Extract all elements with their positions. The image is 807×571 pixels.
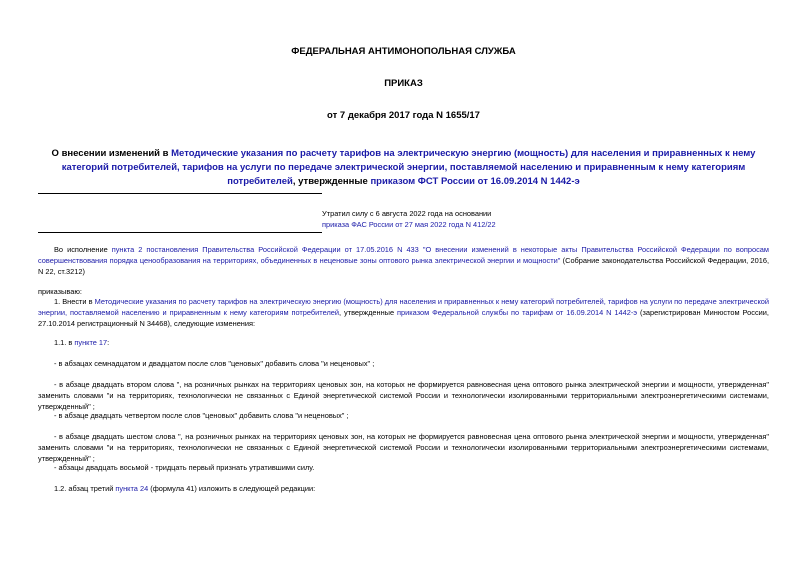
item-1-1-prefix: 1.1. в — [54, 338, 75, 347]
preamble-suffix: (Собрание законодательства Российской Федерации, 2016, N 22, ст.3212) — [38, 256, 769, 276]
divider-bottom — [38, 232, 322, 233]
item-1-2-suffix: (формула 41) изложить в следующей редакции: — [148, 484, 316, 493]
validity-note — [322, 208, 522, 230]
fas-order-link[interactable]: приказа ФАС России от 27 мая 2022 года N 412/22 — [322, 220, 496, 229]
doc-type-heading: ПРИКАЗ — [384, 78, 423, 89]
methodical-instructions-link-2[interactable]: Методические указания по расчету тарифов на электрическую энергию (мощность) для населения и приравненных к нему категорий потребителей, тарифов на услуги по передаче электрической энергии, поставляемой населению и приравненным к нему категориям потребителей — [38, 297, 769, 317]
document-title — [38, 147, 769, 189]
item-1-middle: , утвержденные — [339, 308, 398, 317]
paragraph-change-1: - в абзацах семнадцатом и двадцатом после слов "ценовых" добавить слова "и неценовых" ; — [54, 359, 375, 368]
validity-note-text: Утратил силу с 6 августа 2022 года на основании — [322, 209, 492, 218]
item-1-2-prefix: 1.2. абзац третий — [54, 484, 116, 493]
methodical-instructions-link[interactable]: Методические указания по расчету тарифов на электрическую энергию (мощность) для населения и приравненных к нему категорий потребителей, тарифов на услуги по передаче электрической энергии, поставляемой населению и приравненным к нему категориям потребителей — [61, 148, 756, 187]
paragraph-item-1-2 — [54, 483, 769, 494]
item-1-1-suffix: : — [107, 338, 110, 347]
item-1-suffix: (зарегистрирован Минюстом России, 27.10.2014 регистрационный N 34468), следующие изменения: — [38, 308, 769, 328]
fts-order-link[interactable]: приказом Федеральной службы по тарифам от 16.09.2014 N 1442-э — [397, 308, 638, 317]
paragraph-item-1-1 — [54, 337, 769, 348]
paragraph-change-4: - в абзаце двадцать шестом слова ", на розничных рынках на территориях ценовых зон, на которых не формируется равновесная цена оптового рынка электрической энергии и мощности, утвержденная" заменить словами "и на территориях, технологически не связанных с Единой энергетической системой России и технологически изолированными территориальными электроэнергетическими системами, утвержденный" ; — [38, 432, 769, 463]
clause-24-link[interactable]: пункта 24 — [115, 484, 149, 493]
date-number-heading: от 7 декабря 2017 года N 1655/17 — [327, 110, 480, 121]
title-prefix: О внесении изменений в — [51, 148, 172, 159]
divider-top — [38, 193, 322, 194]
paragraph-preamble — [38, 244, 769, 277]
government-decree-link[interactable]: пункта 2 постановления Правительства Российской Федерации от 17.05.2016 N 433 "О внесении изменений в некоторые акты Правительства Российской Федерации по вопросам совершенствования порядка ценообразования на территориях, объединенных в неценовые зоны оптового рынка электрической энергии и мощности" — [38, 245, 769, 265]
paragraph-order-word: приказываю: — [38, 287, 82, 296]
paragraph-change-5: - абзацы двадцать восьмой - тридцать первый признать утратившими силу. — [54, 463, 315, 472]
paragraph-item-1 — [38, 296, 769, 329]
paragraph-change-3: - в абзаце двадцать четвертом после слов "ценовых" добавить слова "и неценовых" ; — [54, 411, 349, 420]
fst-order-link[interactable]: приказом ФСТ России от 16.09.2014 N 1442-э — [370, 176, 580, 187]
title-middle: , утвержденные — [292, 176, 371, 187]
item-1-prefix: 1. Внести в — [54, 297, 95, 306]
paragraph-change-2: - в абзаце двадцать втором слова ", на розничных рынках на территориях ценовых зон, на которых не формируется равновесная цена оптового рынка электрической энергии и мощности, утвержденная" заменить словами "и на территориях, технологически не связанных с Единой энергетической системой России и технологически изолированными территориальными электроэнергетическими системами, утвержденный" ; — [38, 380, 769, 411]
clause-17-link[interactable]: пункте 17 — [74, 338, 108, 347]
preamble-prefix: Во исполнение — [54, 245, 112, 254]
agency-heading: ФЕДЕРАЛЬНАЯ АНТИМОНОПОЛЬНАЯ СЛУЖБА — [291, 46, 516, 57]
